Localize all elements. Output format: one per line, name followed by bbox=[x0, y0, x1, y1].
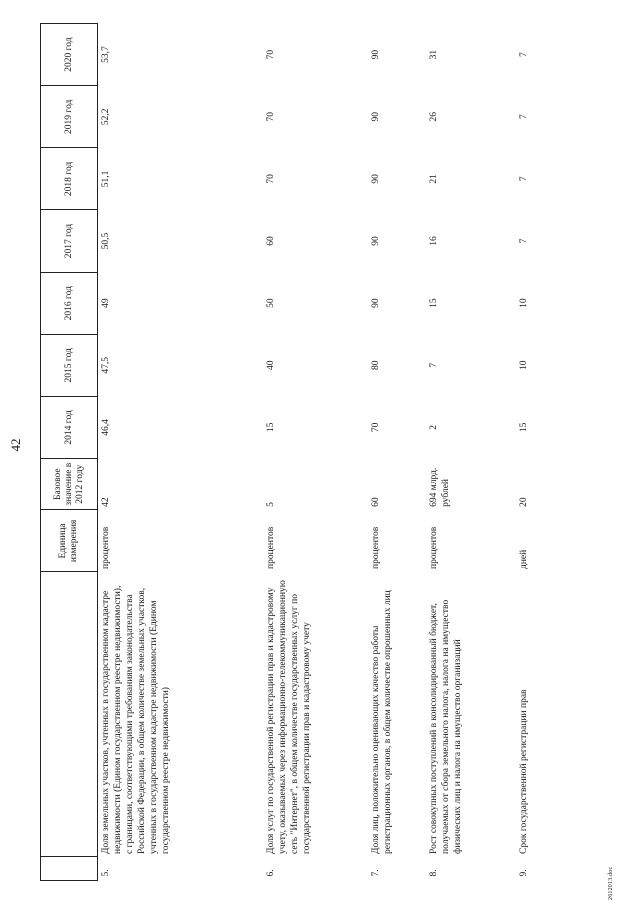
row-base-value: 42 bbox=[101, 497, 111, 507]
row-value-2014: 15 bbox=[265, 422, 276, 433]
row-number: 6. bbox=[265, 869, 276, 877]
row-value-2020: 53,7 bbox=[101, 46, 111, 63]
table-row bbox=[263, 24, 368, 881]
row-name: Доля лиц, положительно оценивающих качество работы регистрационных органов, в общем количестве опрошенных лиц bbox=[370, 590, 393, 854]
row-value-2019: 70 bbox=[265, 112, 276, 122]
row-value-2019: 26 bbox=[428, 112, 439, 122]
row-unit: процентов bbox=[101, 526, 111, 569]
row-value-2018: 90 bbox=[370, 174, 381, 184]
page-number: 42 bbox=[8, 438, 23, 452]
row-name: Рост совокупных поступлений в консолидированный бюджет, получаемых от сбора земельного налога, налога на имущество физических лиц и налога на имущество организаций bbox=[428, 599, 463, 854]
row-name: Доля земельных участков, учтенных в государственном кадастре недвижимости (Едином государственном реестре недвижимости), с границами, соответствующими требованиям законодательства Российской Федерации, в общем количестве земельных участков, учтенных в государственном кадастре недвижимости (Едином государственном реестре недвижимости) bbox=[101, 585, 171, 854]
row-value-2015: 80 bbox=[370, 360, 381, 371]
row-base-value: 20 bbox=[518, 497, 529, 507]
row-value-2020: 70 bbox=[265, 49, 276, 60]
row-value-2018: 70 bbox=[265, 174, 276, 184]
row-value-2020: 31 bbox=[428, 49, 439, 60]
header-year-2017: 2017 год bbox=[41, 210, 98, 272]
row-value-2018: 21 bbox=[428, 174, 439, 184]
row-value-2020: 7 bbox=[518, 52, 529, 57]
row-unit: процентов bbox=[370, 526, 381, 569]
row-value-2016: 10 bbox=[518, 298, 529, 308]
row-number: 5. bbox=[101, 869, 111, 877]
indicators-table bbox=[40, 23, 546, 881]
row-value-2017: 50,5 bbox=[101, 232, 111, 250]
row-value-2019: 90 bbox=[370, 112, 381, 122]
table-row bbox=[426, 24, 516, 881]
header-year-2019: 2019 год bbox=[41, 86, 98, 148]
row-value-2014: 15 bbox=[518, 422, 529, 433]
row-base-value: 5 bbox=[265, 502, 276, 507]
row-base-value: 60 bbox=[370, 497, 381, 507]
table-row bbox=[98, 24, 263, 881]
row-value-2017: 60 bbox=[265, 236, 276, 246]
row-number: 7. bbox=[370, 869, 381, 877]
table-row bbox=[368, 24, 426, 881]
row-name: Доля услуг по государственной регистрации прав и кадастровому учету, оказываемых через информационно-телекоммуникационную сеть "Интернет", в общем количестве государственных услуг по государственной регистрации прав и кадастровому учету bbox=[265, 580, 312, 854]
row-value-2019: 52,2 bbox=[101, 108, 111, 126]
row-number: 8. bbox=[428, 869, 439, 877]
row-base-value: 694 млрд. рублей bbox=[428, 467, 451, 507]
row-value-2017: 16 bbox=[428, 236, 439, 246]
row-value-2016: 50 bbox=[265, 298, 276, 308]
table-header-row bbox=[41, 24, 98, 881]
row-value-2017: 7 bbox=[518, 238, 529, 244]
header-num bbox=[41, 857, 98, 881]
table-row bbox=[516, 24, 546, 881]
row-unit: процентов bbox=[265, 526, 276, 569]
row-number: 9. bbox=[518, 869, 529, 877]
row-value-2016: 49 bbox=[101, 298, 111, 308]
header-base: Базовое значение в 2012 году bbox=[41, 458, 98, 509]
document-file-reference: 2612013.doc bbox=[608, 866, 614, 900]
header-name bbox=[41, 572, 98, 857]
row-value-2016: 15 bbox=[428, 298, 439, 308]
header-year-2018: 2018 год bbox=[41, 148, 98, 210]
header-unit: Единица измерения bbox=[41, 510, 98, 572]
row-unit: дней bbox=[518, 549, 529, 569]
row-unit: процентов bbox=[428, 526, 439, 569]
header-year-2014: 2014 год bbox=[41, 396, 98, 458]
row-name: Срок государственной регистрации прав bbox=[518, 689, 529, 854]
row-value-2014: 46,4 bbox=[101, 419, 111, 436]
row-value-2015: 10 bbox=[518, 360, 529, 371]
header-year-2020: 2020 год bbox=[41, 24, 98, 86]
row-value-2018: 7 bbox=[518, 176, 529, 182]
row-value-2015: 7 bbox=[428, 362, 439, 368]
row-value-2014: 70 bbox=[370, 422, 381, 433]
header-year-2015: 2015 год bbox=[41, 334, 98, 396]
row-value-2018: 51,1 bbox=[101, 170, 111, 188]
row-value-2014: 2 bbox=[428, 425, 439, 430]
header-year-2016: 2016 год bbox=[41, 272, 98, 334]
row-value-2019: 7 bbox=[518, 114, 529, 120]
row-value-2016: 90 bbox=[370, 298, 381, 308]
row-value-2020: 90 bbox=[370, 49, 381, 60]
row-value-2015: 47,5 bbox=[101, 356, 111, 374]
row-value-2017: 90 bbox=[370, 236, 381, 246]
row-value-2015: 40 bbox=[265, 360, 276, 371]
